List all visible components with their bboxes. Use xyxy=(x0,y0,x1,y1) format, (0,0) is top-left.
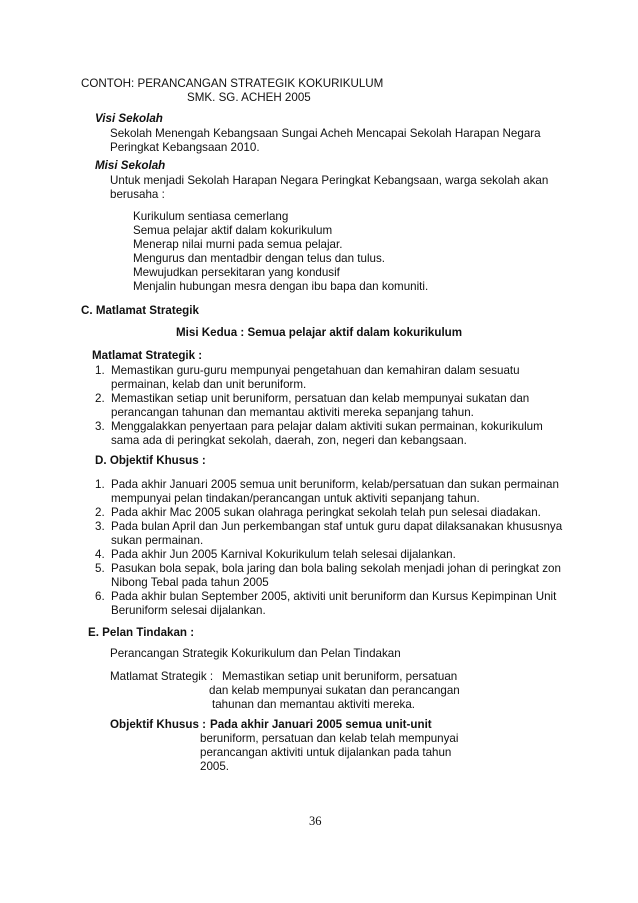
misi-line: Untuk menjadi Sekolah Harapan Negara Peringkat Kebangsaan, warga sekolah akan xyxy=(110,174,549,187)
section-e-intro: Perancangan Strategik Kokurikulum dan Pelan Tindakan xyxy=(110,647,401,660)
list-item-line: Pada akhir Jun 2005 Karnival Kokurikulum telah selesai dijalankan. xyxy=(111,548,456,561)
misi-item: Menjalin hubungan mesra dengan ibu bapa dan komuniti. xyxy=(133,280,429,293)
list-item-line: Memastikan setiap unit beruniform, persatuan dan kelab mempunyai sukatan dan xyxy=(111,392,530,405)
document-title: CONTOH: PERANCANGAN STRATEGIK KOKURIKULUM xyxy=(81,77,384,90)
matlamat-list-heading: Matlamat Strategik : xyxy=(92,349,203,362)
misi-heading: Misi Sekolah xyxy=(95,159,166,172)
misi-item: Menerap nilai murni pada semua pelajar. xyxy=(133,238,343,251)
section-e-heading: E. Pelan Tindakan : xyxy=(88,626,195,639)
section-d-heading: D. Objektif Khusus : xyxy=(95,454,206,467)
misi-line: berusaha : xyxy=(110,188,165,201)
objektif-first-line: Pada akhir Januari 2005 semua unit-unit xyxy=(210,718,432,731)
list-number: 3. xyxy=(95,520,105,533)
list-number: 3. xyxy=(95,420,105,433)
visi-line: Sekolah Menengah Kebangsaan Sungai Acheh Mencapai Sekolah Harapan Negara xyxy=(110,127,541,140)
section-c-heading: C. Matlamat Strategik xyxy=(81,304,199,317)
list-item-line: Pada akhir Januari 2005 semua unit beruniform, kelab/persatuan dan sukan permainan xyxy=(111,478,559,491)
matlamat-label: Matlamat Strategik : xyxy=(110,670,214,683)
misi-item: Mewujudkan persekitaran yang kondusif xyxy=(133,266,340,279)
misi-item: Mengurus dan mentadbir dengan telus dan tulus. xyxy=(133,252,386,265)
list-number: 2. xyxy=(95,506,105,519)
list-item-line: Menggalakkan penyertaan para pelajar dalam aktiviti sukan permainan, kokurikulum xyxy=(111,420,543,433)
list-number: 4. xyxy=(95,548,105,561)
matlamat-line: tahunan dan memantau aktiviti mereka. xyxy=(212,698,416,711)
list-number: 1. xyxy=(95,364,105,377)
list-item-line: Nibong Tebal pada tahun 2005 xyxy=(111,576,269,589)
list-item-line: Beruniform selesai dijalankan. xyxy=(111,604,266,617)
matlamat-line: dan kelab mempunyai sukatan dan perancangan xyxy=(209,684,460,697)
list-number: 2. xyxy=(95,392,105,405)
visi-line: Peringkat Kebangsaan 2010. xyxy=(110,141,260,154)
list-item-line: perancangan tahunan dan memantau aktiviti mereka sepanjang tahun. xyxy=(111,406,474,419)
objektif-line: beruniform, persatuan dan kelab telah mempunyai xyxy=(200,732,459,745)
misi-item: Semua pelajar aktif dalam kokurikulum xyxy=(133,224,333,237)
list-item-line: Pada akhir bulan September 2005, aktiviti unit beruniform dan Kursus Kepimpinan Unit xyxy=(111,590,557,603)
visi-heading: Visi Sekolah xyxy=(95,112,163,125)
list-item-line: Pasukan bola sepak, bola jaring dan bola baling sekolah menjadi johan di peringkat zon xyxy=(111,562,561,575)
school-name: SMK. SG. ACHEH 2005 xyxy=(187,91,311,104)
matlamat-line: Memastikan setiap unit beruniform, persatuan xyxy=(222,670,458,683)
list-item-line: mempunyai pelan tindakan/perancangan untuk aktiviti sepanjang tahun. xyxy=(111,492,480,505)
list-number: 6. xyxy=(95,590,105,603)
list-number: 1. xyxy=(95,478,105,491)
section-c-subheading: Misi Kedua : Semua pelajar aktif dalam kokurikulum xyxy=(176,326,463,339)
objektif-line: 2005. xyxy=(200,760,230,773)
list-item-line: Pada bulan April dan Jun perkembangan staf untuk guru dapat dilaksanakan khususnya xyxy=(111,520,563,533)
objektif-line: perancangan aktiviti untuk dijalankan pada tahun xyxy=(200,746,452,759)
list-item-line: sukan permainan. xyxy=(111,534,204,547)
objektif-label: Objektif Khusus : xyxy=(110,718,206,731)
page-number: 36 xyxy=(309,814,322,828)
misi-item: Kurikulum sentiasa cemerlang xyxy=(133,210,289,223)
list-item-line: permainan, kelab dan unit beruniform. xyxy=(111,378,307,391)
list-item-line: sama ada di peringkat sekolah, daerah, zon, negeri dan kebangsaan. xyxy=(111,434,467,447)
list-number: 5. xyxy=(95,562,105,575)
list-item-line: Memastikan guru-guru mempunyai pengetahuan dan kemahiran dalam sesuatu xyxy=(111,364,520,377)
list-item-line: Pada akhir Mac 2005 sukan olahraga peringkat sekolah telah pun selesai diadakan. xyxy=(111,506,541,519)
